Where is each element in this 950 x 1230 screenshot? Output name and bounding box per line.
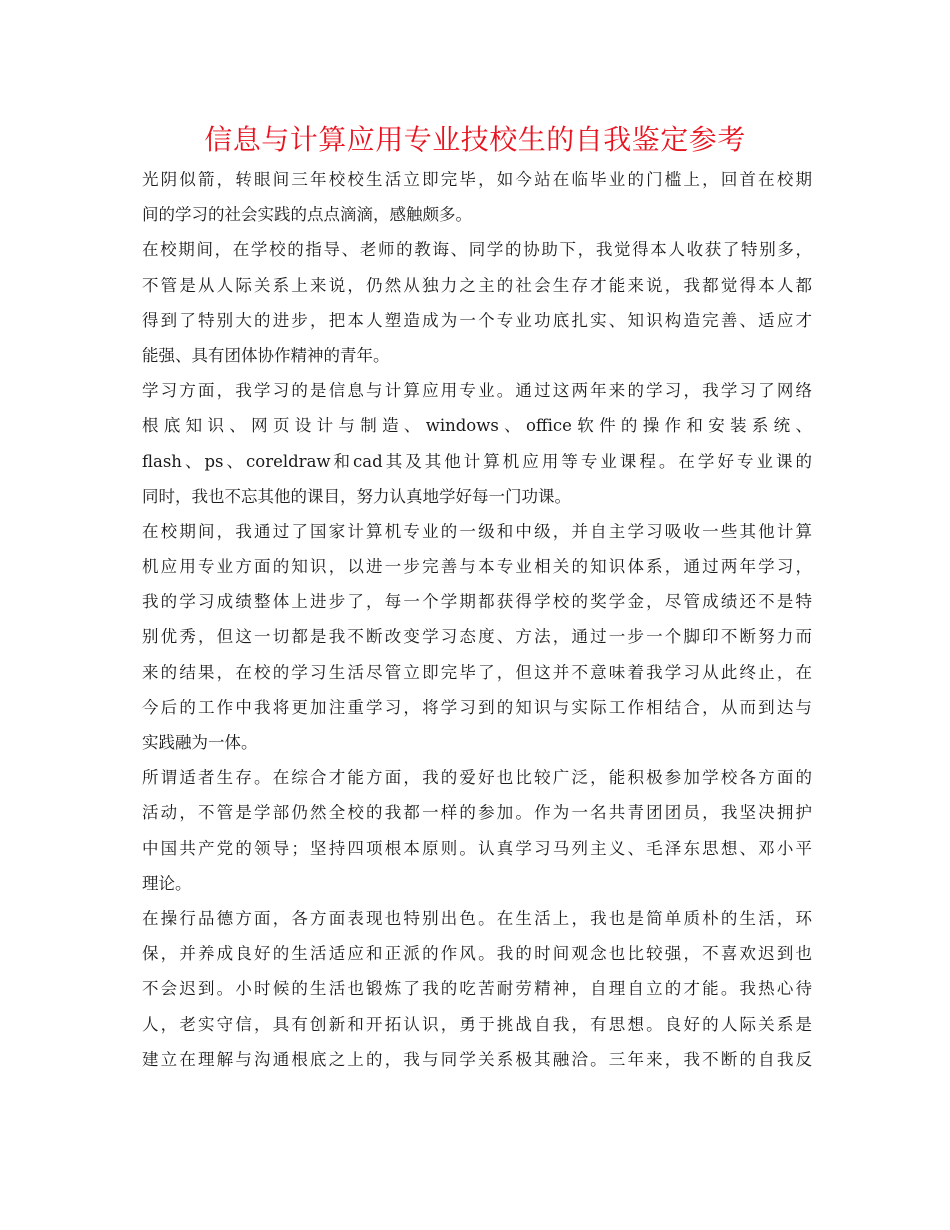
body-line: 所谓适者生存。在综合才能方面，我的爱好也比较广泛，能积极参加学校各方面的 — [142, 768, 812, 788]
body-line: 今后的工作中我将更加注重学习，将学习到的知识与实际工作相结合，从而到达与 — [142, 697, 812, 717]
body-line: 建立在理解与沟通根底之上的，我与同学关系极其融洽。三年来，我不断的自我反 — [142, 1049, 812, 1069]
body-line: 同时，我也不忘其他的课目，努力认真地学好每一门功课。 — [142, 486, 571, 506]
body-line: 别优秀，但这一切都是我不断改变学习态度、方法，通过一步一个脚印不断努力而 — [142, 627, 812, 647]
document-title: 信息与计算应用专业技校生的自我鉴定参考 — [204, 123, 746, 156]
body-line: 间的学习的社会实践的点点滴滴，感触颇多。 — [142, 205, 472, 225]
body-line: 在校期间，在学校的指导、老师的教诲、同学的协助下，我觉得本人收获了特别多， — [142, 240, 812, 260]
body-line: 来的结果，在校的学习生活尽管立即完毕了，但这并不意味着我学习从此终止，在 — [142, 662, 812, 682]
body-line: 中国共产党的领导；坚持四项根本原则。认真学习马列主义、毛泽东思想、邓小平 — [142, 838, 812, 858]
body-line: 活动，不管是学部仍然全校的我都一样的参加。作为一名共青团团员，我坚决拥护 — [142, 803, 812, 823]
body-line: 不管是从人际关系上来说，仍然从独力之主的社会生存才能来说，我都觉得本人都 — [142, 275, 812, 295]
body-line: 光阴似箭，转眼间三年校校生活立即完毕，如今站在临毕业的门槛上，回首在校期 — [142, 170, 812, 189]
body-line: 我的学习成绩整体上进步了，每一个学期都获得学校的奖学金，尽管成绩还不是特 — [142, 592, 812, 612]
body-line: 理论。 — [142, 873, 192, 893]
body-line: 能强、具有团体协作精神的青年。 — [142, 345, 390, 365]
body-line: 在校期间，我通过了国家计算机专业的一级和中级，并自主学习吸收一些其他计算 — [142, 521, 812, 541]
body-line: 得到了特别大的进步，把本人塑造成为一个专业功底扎实、知识构造完善、适应才 — [142, 310, 812, 330]
document-body — [142, 162, 812, 1077]
body-line: 不会迟到。小时候的生活也锻炼了我的吃苦耐劳精神，自理自立的才能。我热心待 — [142, 979, 812, 999]
body-line: 人，老实守信，具有创新和开拓认识，勇于挑战自我，有思想。良好的人际关系是 — [142, 1014, 812, 1034]
body-line: 在操行品德方面，各方面表现也特别出色。在生活上，我也是简单质朴的生活，环 — [142, 908, 812, 928]
body-line: 学习方面，我学习的是信息与计算应用专业。通过这两年来的学习，我学习了网络 — [142, 381, 812, 401]
body-line: flash、ps、coreldraw和cad其及其他计算机应用等专业课程。在学好专业课的 — [142, 451, 812, 471]
body-line: 根底知识、网页设计与制造、windows、office软件的操作和安装系统、 — [142, 416, 812, 436]
body-line: 实践融为一体。 — [142, 733, 258, 752]
body-line: 保，并养成良好的生活适应和正派的作风。我的时间观念也比较强，不喜欢迟到也 — [142, 944, 812, 964]
body-line: 机应用专业方面的知识，以进一步完善与本专业相关的知识体系，通过两年学习， — [142, 557, 812, 577]
